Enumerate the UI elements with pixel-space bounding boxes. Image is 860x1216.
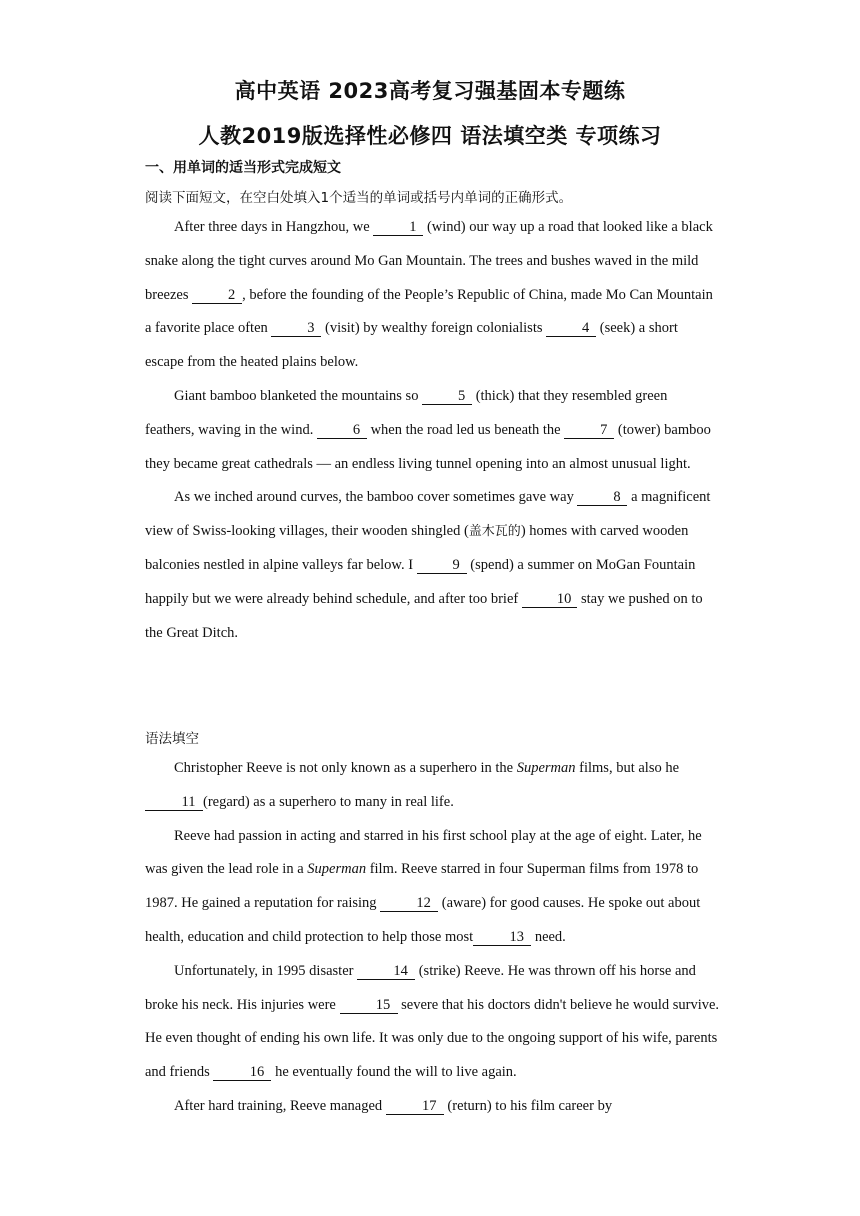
- paragraph: [145, 752, 720, 820]
- blank-1: 1: [373, 220, 423, 236]
- passage-text: (visit) by wealthy foreign colonialists: [321, 320, 547, 337]
- blank-6: 6: [317, 423, 367, 439]
- section-label: 语法填空: [145, 731, 199, 747]
- passage-text: severe that his doctors didn't believe he would survive. He even thought of ending his own life. It was only due to the ongoing support of his wife, parents and friends: [145, 996, 720, 1081]
- blank-12: 12: [380, 896, 438, 912]
- passage-text: (seek) a short escape from the heated plains below.: [145, 320, 678, 371]
- passage-text: After three days in Hangzhou, we: [174, 219, 374, 235]
- chinese-gloss: 盖木瓦的: [468, 524, 521, 540]
- blank-13: 13: [473, 930, 531, 946]
- film-title: Superman: [307, 861, 367, 878]
- blank-8: 8: [577, 490, 627, 506]
- section-instruction: 阅读下面短文，在空白处填入1个适当的单词或括号内单词的正确形式。: [145, 190, 573, 206]
- blank-7: 7: [564, 423, 614, 439]
- blank-9: 9: [417, 558, 467, 574]
- passage-text: As we inched around curves, the bamboo cover sometimes gave way: [174, 489, 578, 506]
- passage-text: he eventually found the will to live again.: [271, 1064, 517, 1081]
- passage-1: [145, 211, 720, 650]
- passage-text: (regard) as a superhero to many in real life.: [203, 793, 454, 810]
- passage-text: (thick) that they resembled green feathers, waving in the wind.: [145, 387, 668, 438]
- blank-17: 17: [386, 1099, 444, 1115]
- passage-text: Christopher Reeve is not only known as a superhero in the: [174, 760, 517, 776]
- passage-text: (spend) a summer on MoGan Fountain happily but we were already behind schedule, and after too brief: [145, 556, 696, 607]
- blank-5: 5: [422, 389, 472, 405]
- paragraph: [145, 380, 720, 481]
- blank-2: 2: [192, 288, 242, 304]
- passage-2: [145, 752, 720, 1124]
- passage-text: Reeve had passion in acting and starred in his first school play at the age of eight. Later, he was given the lead role in a: [145, 827, 702, 878]
- passage-text: (aware) for good causes. He spoke out about health, education and child protection to help those most: [145, 895, 701, 945]
- blank-11: 11: [145, 795, 203, 811]
- blank-15: 15: [340, 998, 398, 1014]
- passage-text: when the road led us beneath the: [366, 421, 565, 438]
- section-heading: 一、用单词的适当形式完成短文: [145, 160, 341, 176]
- paragraph: [145, 955, 720, 1090]
- passage-text: films, but also he: [575, 760, 680, 776]
- blank-10: 10: [522, 592, 578, 608]
- passage-text: a magnificent view of Swiss-looking villages, their wooden shingled (: [145, 489, 711, 540]
- passage-text: Giant bamboo blanketed the mountains so: [174, 387, 423, 404]
- passage-text: After hard training, Reeve managed: [174, 1097, 386, 1114]
- paragraph: [145, 1090, 720, 1124]
- passage-text: ) homes with carved wooden balconies nestled in alpine valleys far below. I: [145, 523, 689, 573]
- blank-4: 4: [546, 321, 596, 337]
- document-title: 高中英语 2023高考复习强基固本专题练: [234, 79, 626, 103]
- passage-text: (tower) bamboo they became great cathedrals — an endless living tunnel opening into an almost unusual light.: [145, 421, 711, 472]
- passage-text: stay we pushed on to the Great Ditch.: [145, 590, 703, 641]
- paragraph: [145, 211, 720, 380]
- passage-text: (wind) our way up a road that looked like a black snake along the tight curves around Mo Gan Mountain. The trees and bushes waved in the mild breezes: [145, 219, 713, 303]
- blank-3: 3: [271, 321, 321, 337]
- passage-text: (return) to his film career by: [443, 1097, 613, 1114]
- paragraph: [145, 820, 720, 955]
- passage-text: , before the founding of the People’s Republic of China, made Mo Can Mountain a favorite place often: [145, 286, 713, 337]
- document-subtitle: 人教2019版选择性必修四 语法填空类 专项练习: [198, 124, 662, 148]
- passage-text: (strike) Reeve. He was thrown off his horse and broke his neck. His injuries were: [145, 962, 696, 1013]
- passage-text: need.: [531, 928, 566, 945]
- blank-16: 16: [213, 1065, 271, 1081]
- film-title: Superman: [516, 760, 576, 776]
- paragraph: [145, 481, 720, 650]
- passage-text: Unfortunately, in 1995 disaster: [174, 962, 358, 979]
- passage-text: film. Reeve starred in four Superman films from 1978 to 1987. He gained a reputation for raising: [145, 861, 699, 912]
- blank-14: 14: [357, 964, 415, 980]
